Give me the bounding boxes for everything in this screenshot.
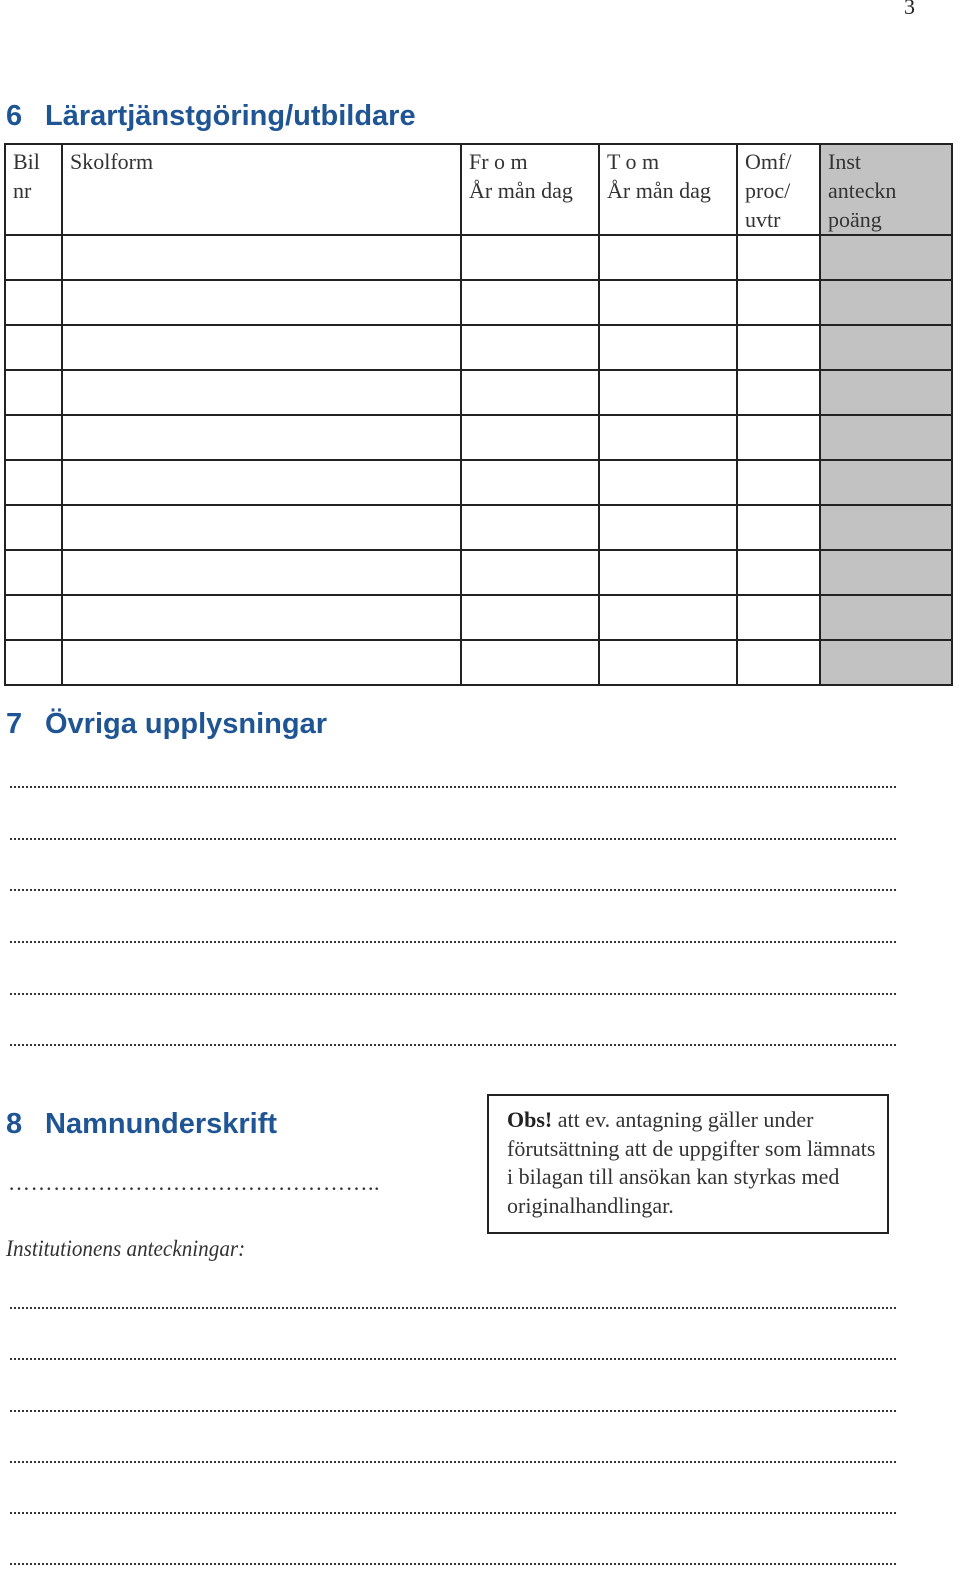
cell-omfattning[interactable] (737, 640, 820, 685)
dotted-notes-line[interactable] (10, 1358, 896, 1360)
cell-bil-nr[interactable] (5, 280, 62, 325)
cell-from-date[interactable] (461, 370, 599, 415)
cell-inst-anteckn (820, 235, 952, 280)
cell-skolform[interactable] (62, 595, 461, 640)
cell-to-date[interactable] (599, 325, 737, 370)
cell-skolform[interactable] (62, 415, 461, 460)
cell-from-date[interactable] (461, 505, 599, 550)
dotted-writing-line[interactable] (10, 1044, 896, 1046)
dotted-notes-line[interactable] (10, 1461, 896, 1463)
obs-notice-box (487, 1094, 889, 1234)
cell-omfattning[interactable] (737, 325, 820, 370)
section-7-title: Övriga upplysningar (45, 708, 327, 740)
dotted-writing-line[interactable] (10, 838, 896, 840)
column-header-skolform: Skolform (62, 144, 461, 235)
obs-text: att ev. antagning gäller under förutsättning att de uppgifter som lämnats i bilagan till ansökan kan styrkas med originalhandlingar. (507, 1107, 876, 1218)
section-8-heading (6, 1108, 277, 1141)
cell-bil-nr[interactable] (5, 505, 62, 550)
cell-inst-anteckn (820, 505, 952, 550)
cell-to-date[interactable] (599, 280, 737, 325)
teaching-service-table (4, 143, 953, 686)
institution-notes-label: Institutionens anteckningar: (6, 1236, 246, 1261)
cell-bil-nr[interactable] (5, 595, 62, 640)
cell-from-date[interactable] (461, 595, 599, 640)
column-header-bil-nr: Bil nr (5, 144, 62, 235)
cell-to-date[interactable] (599, 640, 737, 685)
section-6-title: Lärartjänstgöring/utbildare (45, 100, 416, 132)
section-6-number: 6 (6, 100, 23, 132)
section-6-heading (6, 100, 416, 133)
cell-from-date[interactable] (461, 460, 599, 505)
dotted-notes-line[interactable] (10, 1307, 896, 1309)
section-8-number: 8 (6, 1108, 23, 1140)
cell-to-date[interactable] (599, 550, 737, 595)
cell-bil-nr[interactable] (5, 235, 62, 280)
cell-omfattning[interactable] (737, 550, 820, 595)
section-8-title: Namnunderskrift (45, 1108, 278, 1140)
cell-omfattning[interactable] (737, 460, 820, 505)
cell-inst-anteckn (820, 595, 952, 640)
column-header-from-date: Fr o m År mån dag (461, 144, 599, 235)
cell-omfattning[interactable] (737, 415, 820, 460)
cell-skolform[interactable] (62, 325, 461, 370)
table-row (5, 280, 952, 325)
cell-bil-nr[interactable] (5, 640, 62, 685)
dotted-writing-line[interactable] (10, 786, 896, 788)
table-row (5, 640, 952, 685)
table-row (5, 325, 952, 370)
page-number: 3 (904, 0, 915, 19)
cell-skolform[interactable] (62, 550, 461, 595)
dotted-writing-line[interactable] (10, 941, 896, 943)
cell-inst-anteckn (820, 280, 952, 325)
table-header-row (5, 144, 952, 235)
cell-to-date[interactable] (599, 415, 737, 460)
cell-to-date[interactable] (599, 370, 737, 415)
dotted-notes-line[interactable] (10, 1512, 896, 1514)
cell-from-date[interactable] (461, 235, 599, 280)
dotted-notes-line[interactable] (10, 1563, 896, 1565)
table-body (5, 235, 952, 685)
table-row (5, 550, 952, 595)
table-row (5, 460, 952, 505)
cell-inst-anteckn (820, 550, 952, 595)
cell-to-date[interactable] (599, 505, 737, 550)
cell-bil-nr[interactable] (5, 370, 62, 415)
signature-line[interactable]: ………………………………………….. (8, 1170, 380, 1195)
cell-to-date[interactable] (599, 460, 737, 505)
section-7-heading (6, 708, 327, 741)
cell-inst-anteckn (820, 415, 952, 460)
cell-from-date[interactable] (461, 550, 599, 595)
table-row (5, 370, 952, 415)
cell-inst-anteckn (820, 370, 952, 415)
cell-inst-anteckn (820, 640, 952, 685)
cell-bil-nr[interactable] (5, 325, 62, 370)
cell-omfattning[interactable] (737, 595, 820, 640)
table-row (5, 595, 952, 640)
table-row (5, 415, 952, 460)
cell-from-date[interactable] (461, 325, 599, 370)
cell-omfattning[interactable] (737, 280, 820, 325)
cell-skolform[interactable] (62, 235, 461, 280)
cell-from-date[interactable] (461, 415, 599, 460)
column-header-omfattning: Omf/ proc/ uvtr (737, 144, 820, 235)
table-row (5, 505, 952, 550)
cell-from-date[interactable] (461, 280, 599, 325)
cell-inst-anteckn (820, 460, 952, 505)
cell-skolform[interactable] (62, 505, 461, 550)
column-header-to-date: T o m År mån dag (599, 144, 737, 235)
cell-omfattning[interactable] (737, 370, 820, 415)
cell-skolform[interactable] (62, 370, 461, 415)
dotted-writing-line[interactable] (10, 993, 896, 995)
cell-skolform[interactable] (62, 640, 461, 685)
obs-label: Obs! (507, 1107, 553, 1132)
cell-bil-nr[interactable] (5, 550, 62, 595)
dotted-writing-line[interactable] (10, 889, 896, 891)
section-7-number: 7 (6, 708, 23, 740)
table-row (5, 235, 952, 280)
cell-to-date[interactable] (599, 235, 737, 280)
cell-from-date[interactable] (461, 640, 599, 685)
cell-skolform[interactable] (62, 280, 461, 325)
cell-omfattning[interactable] (737, 505, 820, 550)
cell-skolform[interactable] (62, 460, 461, 505)
cell-inst-anteckn (820, 325, 952, 370)
cell-to-date[interactable] (599, 595, 737, 640)
cell-bil-nr[interactable] (5, 460, 62, 505)
dotted-notes-line[interactable] (10, 1410, 896, 1412)
column-header-inst-anteckn: Inst anteckn poäng (820, 144, 952, 235)
cell-omfattning[interactable] (737, 235, 820, 280)
cell-bil-nr[interactable] (5, 415, 62, 460)
